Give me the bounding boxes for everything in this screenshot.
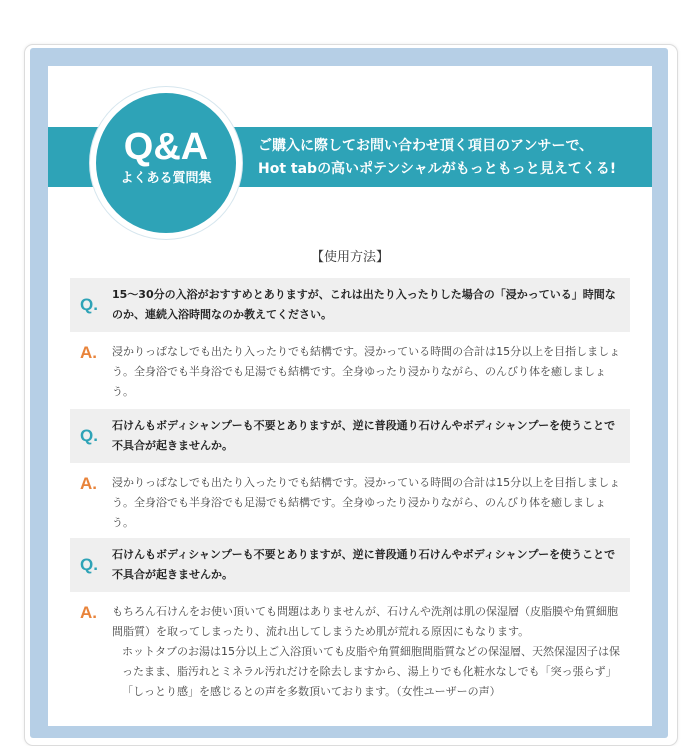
answer-paragraph: もちろん石けんをお使い頂いても問題はありませんが、石けんや洗剤は肌の保湿層（皮脂膜や角質細胞間脂質）を取ってしまったり、流れ出してしまうため肌が荒れる原因にもなります。 <box>112 605 618 638</box>
answer-row <box>70 602 630 702</box>
qa-item <box>70 538 630 702</box>
badge-title: Q&A <box>123 126 209 168</box>
banner-line-2: Hot tabの高いポテンシャルがもっともっと見えてくる! <box>258 161 617 177</box>
question-text: 石けんもボディシャンプーも不要とありますが、逆に普段通り石けんやボディシャンプーを使うことで不具合が起きませんか。 <box>112 419 616 452</box>
qa-badge <box>90 87 242 239</box>
answer-row <box>70 473 630 533</box>
answer-text <box>112 342 630 402</box>
answer-text <box>112 602 630 702</box>
question-row <box>70 409 630 463</box>
banner-text <box>258 135 648 181</box>
answer-paragraph: 浸かりっぱなしでも出たり入ったりでも結構です。浸かっている時間の合計は15分以上を目指しましょう。全身浴でも半身浴でも足湯でも結構です。全身ゆったり浸かりながら、のんびり体を癒しましょう。 <box>112 476 621 529</box>
banner-line-1: ご購入に際してお問い合わせ頂く項目のアンサーで、 <box>258 138 594 154</box>
answer-paragraph: 浸かりっぱなしでも出たり入ったりでも結構です。浸かっている時間の合計は15分以上を目指しましょう。全身浴でも半身浴でも足湯でも結構です。全身ゆったり浸かりながら、のんびり体を癒しましょう。 <box>112 345 621 398</box>
qa-item <box>70 278 630 402</box>
answer-marker: A. <box>80 474 97 493</box>
answer-marker: A. <box>80 603 97 622</box>
answer-row <box>70 342 630 402</box>
question-marker: Q. <box>80 295 98 314</box>
question-marker: Q. <box>80 426 98 445</box>
question-row <box>70 278 630 332</box>
question-marker: Q. <box>80 555 98 574</box>
answer-marker: A. <box>80 343 97 362</box>
section-heading: 【使用方法】 <box>310 250 389 265</box>
question-row <box>70 538 630 592</box>
answer-text <box>112 473 630 533</box>
question-text: 15～30分の入浴がおすすめとありますが、これは出たり入ったりした場合の「浸かっている」時間なのか、連続入浴時間なのか教えてください。 <box>112 288 616 321</box>
badge-subtitle: よくある質問集 <box>120 171 212 186</box>
qa-item <box>70 409 630 533</box>
answer-paragraph: ホットタブのお湯は15分以上ご入浴頂いても皮脂や角質細胞間脂質などの保湿層、天然保湿因子は保ったまま、脂汚れとミネラル汚れだけを除去しますから、湯上りでも化粧水なしでも「突っ張らず」「しっとり感」を感じるとの声を多数頂いております。（女性ユーザーの声） <box>122 645 620 698</box>
question-text: 石けんもボディシャンプーも不要とありますが、逆に普段通り石けんやボディシャンプーを使うことで不具合が起きませんか。 <box>112 548 616 581</box>
